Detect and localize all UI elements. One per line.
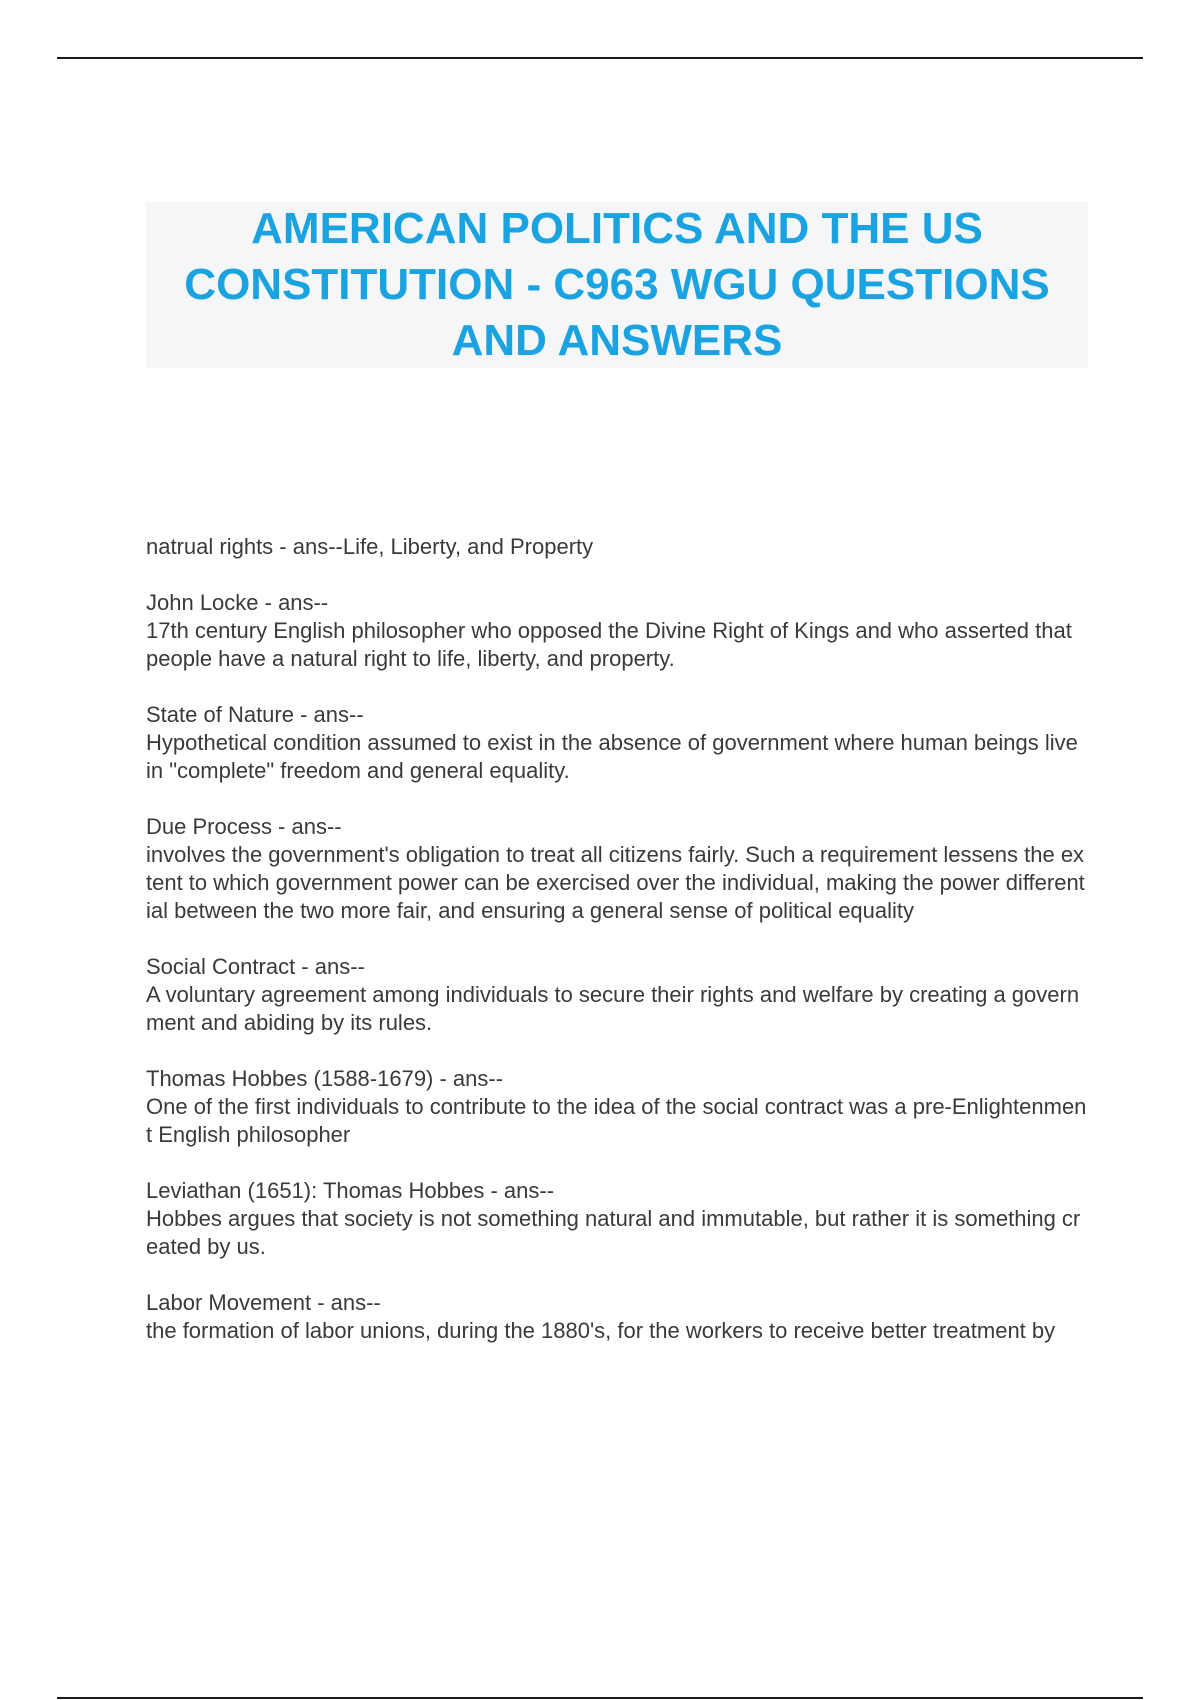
- qa-item: [146, 813, 1088, 925]
- qa-term: John Locke - ans--: [146, 590, 329, 615]
- qa-item: [146, 953, 1088, 1037]
- qa-term: Social Contract - ans--: [146, 954, 365, 979]
- qa-definition: A voluntary agreement among individuals to secure their rights and welfare by creating a government and abiding by its rules.: [146, 982, 1080, 1035]
- qa-term: Thomas Hobbes (1588-1679) - ans--: [146, 1066, 504, 1091]
- document-title: AMERICAN POLITICS AND THE US CONSTITUTION - C963 WGU QUESTIONS AND ANSWERS: [184, 204, 1050, 365]
- qa-definition: One of the first individuals to contribute to the idea of the social contract was a pre-Enlightenment English philosopher: [146, 1094, 1087, 1147]
- title-banner: [146, 202, 1088, 368]
- qa-term: Labor Movement - ans--: [146, 1290, 381, 1315]
- qa-term: Due Process - ans--: [146, 814, 342, 839]
- qa-item: [146, 589, 1088, 673]
- qa-list: [146, 533, 1088, 1373]
- qa-item: [146, 1065, 1088, 1149]
- qa-term: Leviathan (1651): Thomas Hobbes - ans--: [146, 1178, 555, 1203]
- qa-item: [146, 533, 1088, 561]
- qa-definition: 17th century English philosopher who opposed the Divine Right of Kings and who asserted that people have a natural right to life, liberty, and property.: [146, 618, 1072, 671]
- qa-definition: Hypothetical condition assumed to exist in the absence of government where human beings live in "complete" freedom and general equality.: [146, 730, 1078, 783]
- qa-item: [146, 701, 1088, 785]
- qa-item: [146, 1177, 1088, 1261]
- qa-item: [146, 1289, 1088, 1345]
- qa-definition: involves the government's obligation to treat all citizens fairly. Such a requirement lessens the extent to which government power can be exercised over the individual, making the power differential between the two more fair, and ensuring a general sense of political equality: [146, 842, 1085, 923]
- qa-term: natrual rights - ans--Life, Liberty, and Property: [146, 534, 594, 559]
- qa-definition: Hobbes argues that society is not something natural and immutable, but rather it is something created by us.: [146, 1206, 1081, 1259]
- header-rule: [57, 57, 1143, 59]
- qa-definition: the formation of labor unions, during the 1880's, for the workers to receive better treatment by: [146, 1318, 1056, 1343]
- qa-term: State of Nature - ans--: [146, 702, 364, 727]
- footer-rule: [57, 1697, 1143, 1699]
